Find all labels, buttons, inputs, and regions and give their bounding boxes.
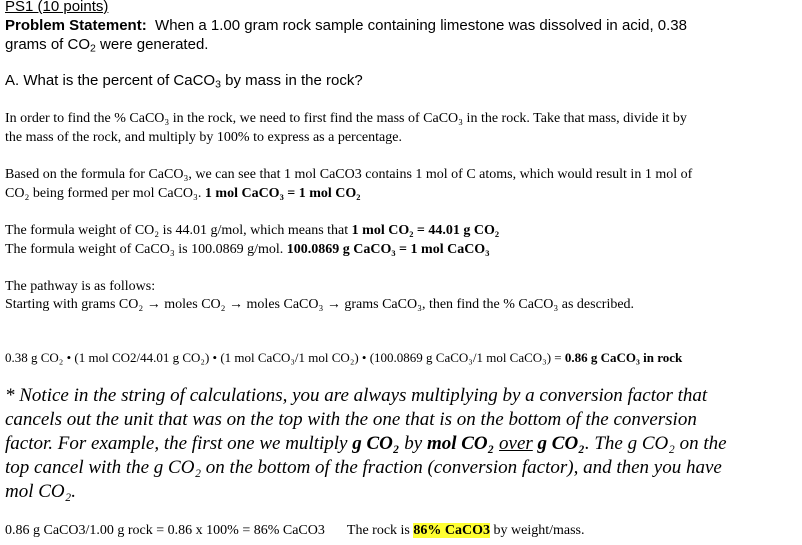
para1-line1: In order to find the % CaCO₃ in the rock, we need to first find the mass of CaCO₃ in the rock. Take that mass, divide it by	[5, 111, 687, 126]
notice-line3	[5, 432, 727, 456]
notice-line3-a: factor. For example, the first one we multiply	[5, 433, 353, 454]
question-a	[5, 71, 363, 90]
para2-line2	[5, 184, 361, 203]
para3-line1-text: The formula weight of CO₂ is 44.01 g/mol, which means that	[5, 223, 352, 238]
calc-result: 0.86 g CaCO₃ in rock	[564, 350, 683, 365]
notice-by: by	[399, 433, 427, 454]
final-calc: 0.86 g CaCO3/1.00 g rock = 0.86 x 100% = 86% CaCO3	[5, 523, 325, 538]
problem-label: Problem Statement:	[5, 17, 147, 34]
para3-line2-text: The formula weight of CaCO₃ is 100.0869 g/mol.	[5, 242, 287, 257]
notice-line3-c: . The g CO₂ on the	[584, 433, 727, 454]
final-highlight: 86% CaCO3	[413, 523, 490, 538]
problem-text-2b: were generated.	[95, 36, 209, 53]
para3-line1-bold: 1 mol CO₂ = 44.01 g CO₂	[351, 223, 500, 238]
section-title: PS1 (10 points)	[5, 0, 109, 15]
problem-statement-line-2	[5, 35, 208, 54]
question-text-b: by mass in the rock?	[220, 72, 363, 89]
para3-line1	[5, 221, 499, 240]
final-text-a: The rock is	[346, 523, 414, 538]
para2-line1: Based on the formula for CaCO₃, we can see that 1 mol CaCO3 contains 1 mol of C atoms, which would result in 1 mol of	[5, 167, 693, 182]
question-sub: 3	[215, 78, 221, 91]
notice-line2: cancels out the unit that was on the top with the one that is on the bottom of the conversion	[5, 409, 697, 430]
final-text-b: by weight/mass.	[490, 523, 585, 538]
notice-bold-1: g CO₂	[352, 433, 400, 454]
notice-over: over	[499, 433, 533, 454]
para1-line2: the mass of the rock, and multiply by 100% to express as a percentage.	[5, 130, 402, 145]
question-text-a: A. What is the percent of CaCO	[5, 72, 216, 89]
problem-text-1: When a 1.00 gram rock sample containing limestone was dissolved in acid, 0.38	[155, 17, 687, 34]
para2-line2-text: CO₂ being formed per mol CaCO₃.	[5, 186, 205, 201]
para3-line2	[5, 240, 489, 259]
final-answer-line	[5, 521, 585, 540]
notice-line4: top cancel with the g CO₂ on the bottom of the fraction (conversion factor), and then you have	[5, 457, 722, 478]
calculation-line	[5, 350, 682, 366]
notice-line5: mol CO₂.	[5, 481, 76, 502]
para3-line2-bold: 100.0869 g CaCO₃ = 1 mol CaCO₃	[286, 242, 490, 257]
notice-bold-2: mol CO₂	[426, 433, 495, 454]
para4-line2: Starting with grams CO₂ → moles CO₂ → moles CaCO₃ → grams CaCO₃, then find the % CaCO₃ as described.	[5, 297, 635, 312]
problem-text-2a: grams of CO	[5, 36, 91, 53]
calc-text: 0.38 g CO₂ • (1 mol CO2/44.01 g CO₂) • (1 mol CaCO₃/1 mol CO₂) • (100.0869 g CaCO₃/1 mol CaCO₃) =	[5, 350, 565, 365]
para4-line1: The pathway is as follows:	[5, 279, 156, 294]
notice-bold-3: g CO₂	[537, 433, 585, 454]
notice-line1: * Notice in the string of calculations, you are always multiplying by a conversion factor that	[5, 385, 708, 406]
problem-sub: 2	[90, 42, 96, 55]
problem-statement-line-1	[5, 16, 687, 35]
para2-line2-bold: 1 mol CaCO₃ = 1 mol CO₂	[204, 186, 361, 201]
